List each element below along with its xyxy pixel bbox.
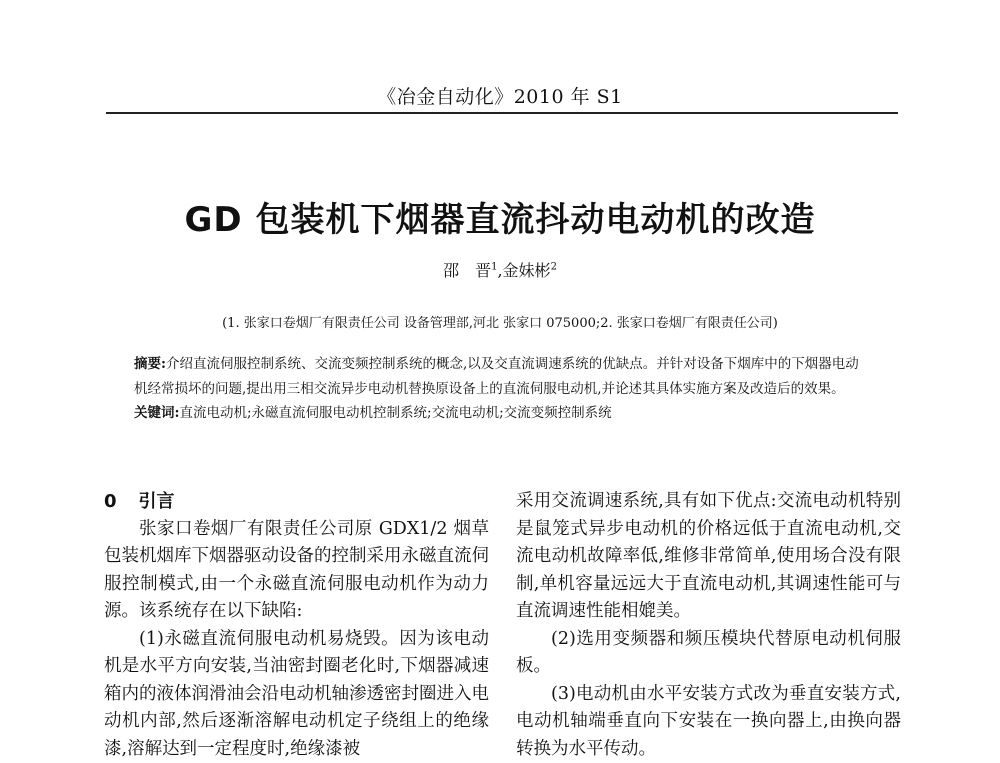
abstract-block xyxy=(134,352,864,426)
header-rule xyxy=(106,112,898,114)
right-column xyxy=(516,488,901,763)
section-title: 引言 xyxy=(139,491,175,512)
paragraph: (1)永磁直流伺服电动机易烧毁。因为该电动机是水平方向安装,当油密封圈老化时,下烟器减速箱内的液体润滑油会沿电动机轴渗透密封圈进入电动机内部,然后逐渐溶解电动机定子绕组上的绝缘漆,溶解达到一定程度时,绝缘漆被 xyxy=(104,626,489,763)
section-heading xyxy=(104,488,489,516)
author-affil-mark: 2 xyxy=(551,262,557,273)
author-separator: , xyxy=(497,261,502,280)
abstract xyxy=(134,352,864,401)
journal-header: 《冶金自动化》2010 年 S1 xyxy=(0,82,1000,109)
abstract-label: 摘要: xyxy=(134,356,166,372)
keywords-label: 关键词: xyxy=(134,405,179,421)
section-number: 0 xyxy=(104,491,117,512)
paragraph: 张家口卷烟厂有限责任公司原 GDX1/2 烟草包装机烟库下烟器驱动设备的控制采用永磁直流伺服控制模式,由一个永磁直流伺服电动机作为动力源。该系统存在以下缺陷: xyxy=(104,516,489,626)
paragraph: (3)电动机由水平安装方式改为垂直安装方式,电动机轴端垂直向下安装在一换向器上,由换向器转换为水平传动。 xyxy=(516,681,901,763)
author-name: 邵 晋 xyxy=(443,261,491,280)
abstract-text: 介绍直流伺服控制系统、交流变频控制系统的概念,以及交直流调速系统的优缺点。并针对设备下烟库中的下烟器电动机经常损坏的问题,提出用三相交流异步电动机替换原设备上的直流伺服电动机,并论述其具体实施方案及改造后的效果。 xyxy=(134,356,859,397)
authors xyxy=(0,258,1000,281)
author-name: 金妹彬 xyxy=(503,261,551,280)
affiliation: (1. 张家口卷烟厂有限责任公司 设备管理部,河北 张家口 075000;2. 张家口卷烟厂有限责任公司) xyxy=(0,312,1000,331)
article-title: GD 包装机下烟器直流抖动电动机的改造 xyxy=(0,192,1000,241)
keywords xyxy=(134,401,864,426)
left-column xyxy=(104,488,489,763)
keywords-text: 直流电动机;永磁直流伺服电动机控制系统;交流电动机;交流变频控制系统 xyxy=(179,405,611,421)
author-affil-mark: 1 xyxy=(491,262,497,273)
paragraph: 采用交流调速系统,具有如下优点:交流电动机特别是鼠笼式异步电动机的价格远低于直流电动机,交流电动机故障率低,维修非常简单,使用场合没有限制,单机容量远远大于直流电动机,其调速性能可与直流调速性能相媲美。 xyxy=(516,488,901,626)
paragraph: (2)选用变频器和频压模块代替原电动机伺服板。 xyxy=(516,626,901,681)
